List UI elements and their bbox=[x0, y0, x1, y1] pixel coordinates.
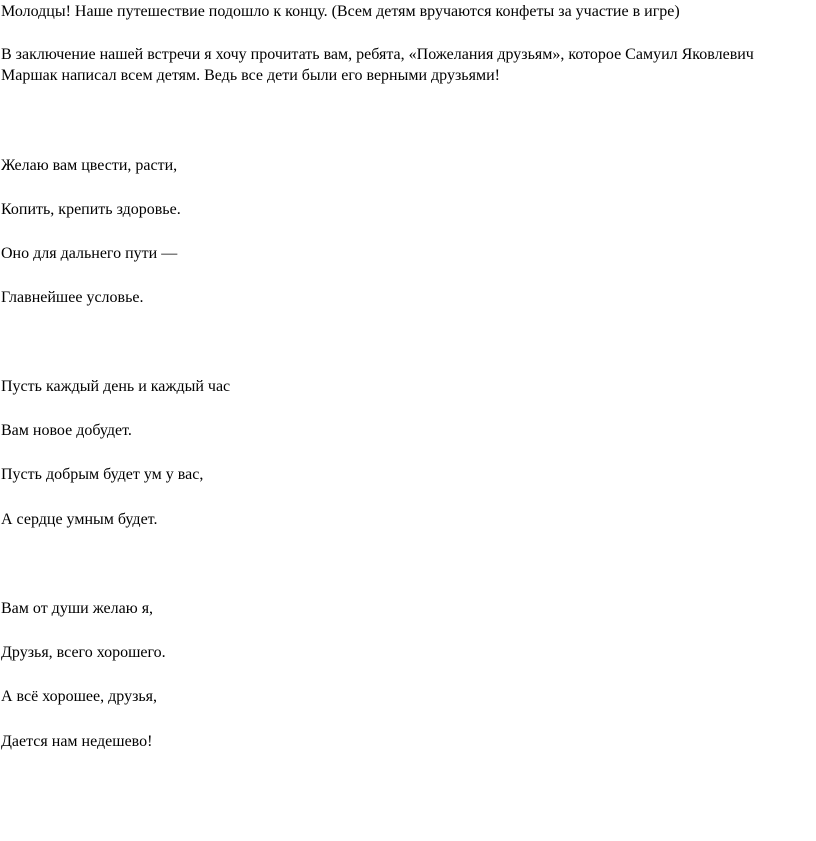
intro-line: Молодцы! Наше путешествие подошло к концу. (Всем детям вручаются конфеты за участие в игре) bbox=[1, 3, 680, 20]
poem-line: Пусть каждый день и каждый час bbox=[1, 378, 231, 395]
poem-line: Вам новое добудет. bbox=[1, 422, 132, 439]
poem-line: Пусть добрым будет ум у вас, bbox=[1, 466, 204, 483]
poem-line: Копить, крепить здоровье. bbox=[1, 201, 181, 218]
poem-line: Главнейшее условье. bbox=[1, 289, 144, 306]
poem-line: Оно для дальнего пути — bbox=[1, 245, 178, 262]
poem-line: Вам от души желаю я, bbox=[1, 600, 154, 617]
intro-paragraph: В заключение нашей встречи я хочу прочитать вам, ребята, «Пожелания друзьям», которое Самуил Яковлевич Маршак написал всем детям. Ведь все дети были его верными друзьями! bbox=[1, 46, 754, 84]
poem-line: Желаю вам цвести, расти, bbox=[1, 157, 178, 174]
poem-line: А всё хорошее, друзья, bbox=[1, 688, 158, 705]
poem-line: Дается нам недешево! bbox=[1, 733, 153, 750]
poem-line: А сердце умным будет. bbox=[1, 511, 158, 528]
poem-line: Друзья, всего хорошего. bbox=[1, 644, 166, 661]
